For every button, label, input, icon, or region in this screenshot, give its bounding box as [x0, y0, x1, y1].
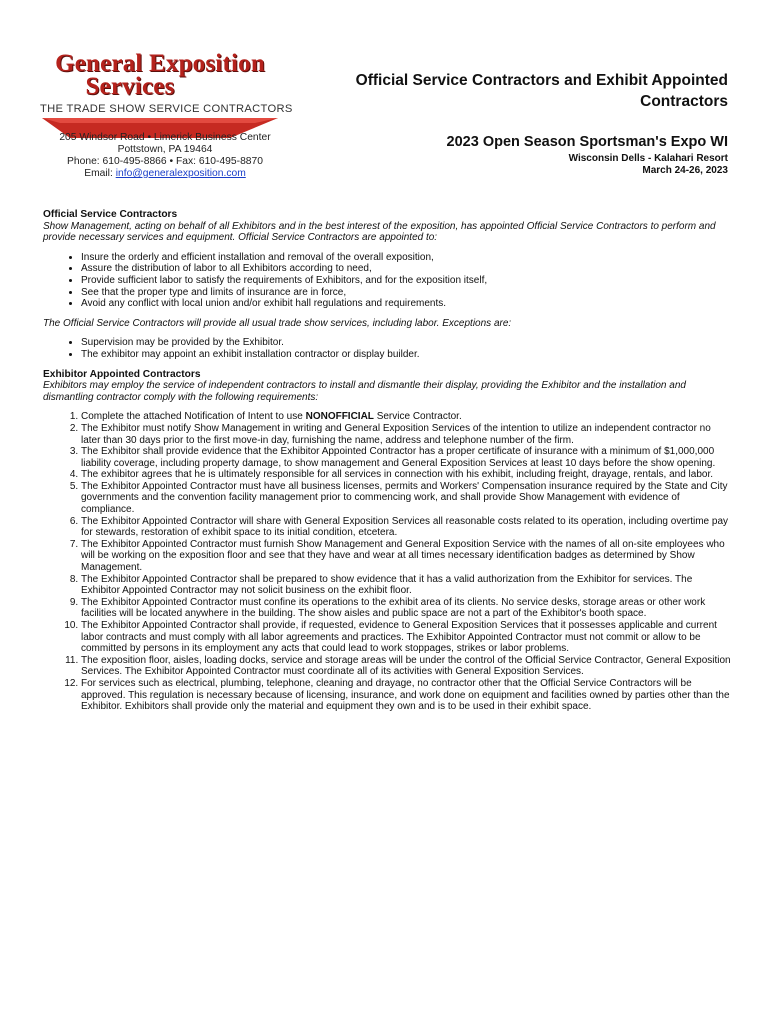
list-item: • Supervision may be provided by the Exhibitor. [81, 337, 731, 349]
document-title: Official Service Contractors and Exhibit Appointed Contractors [355, 72, 728, 110]
list-item: 2. The Exhibitor must notify Show Management in writing and General Exposition Services of the intention to utilize an independent contractor no later than 30 days prior to the first move-in day, furnishing the name, address and telephone number of the firm. [81, 423, 731, 446]
list-item: • Insure the orderly and efficient installation and removal of the overall exposition, [81, 252, 731, 264]
event-venue: Wisconsin Dells - Kalahari Resort [568, 153, 728, 164]
list-item: 10. The Exhibitor Appointed Contractor shall provide, if requested, evidence to General Exposition Services that it possesses applicable and current labor contracts and must comply with all labor agreements and practices. The Exhibitor Appointed Contractor must not commit or allow to be committed by persons in its employment any acts that could lead to work stoppages, strikes or labor problems. [81, 620, 731, 655]
logo-line-1: General Exposition [55, 50, 265, 77]
list-item: • Avoid any conflict with local union and/or exhibit hall regulations and requirements. [81, 298, 731, 310]
address-line-2: Pottstown, PA 19464 [117, 144, 213, 155]
list-item [81, 411, 731, 423]
list-item: 4. The exhibitor agrees that he is ultimately responsible for all services in connection with his exhibit, including freight, drayage, rentals, and labor. [81, 469, 731, 481]
list-item: • See that the proper type and limits of insurance are in force, [81, 287, 731, 299]
email-link[interactable]: info@generalexposition.com [115, 168, 246, 179]
list-item: 3. The Exhibitor shall provide evidence that the Exhibitor Appointed Contractor has a proper certificate of insurance with a minimum of $1,000,000 liability coverage, including property damage, to show management and General Exposition Services at least 10 days before the show opening. [81, 446, 731, 469]
list-item: • Provide sufficient labor to satisfy the requirements of Exhibitors, and for the exposition itself, [81, 275, 731, 287]
logo-line-2: Services [85, 73, 175, 100]
exceptions-list [43, 337, 731, 360]
item1-text-bold: NONOFFICIAL [305, 411, 374, 423]
list-item: 5. The Exhibitor Appointed Contractor must have all business licenses, permits and Workers' Compensation insurance required by the State and City governments and the convention facility management prior to commencing work, and shall provide Show Management with evidence of compliance. [81, 481, 731, 516]
requirements-list [43, 411, 731, 712]
list-item: 8. The Exhibitor Appointed Contractor shall be prepared to show evidence that it has a valid authorization from the Exhibitor for services. The Exhibitor Appointed Contractor may not solicit business on the exhibit floor. [81, 574, 731, 597]
list-item: 11. The exposition floor, aisles, loading docks, service and storage areas will be under the control of the Official Service Contractor, General Exposition Services. The Exhibitor Appointed Contractor must coordinate all of its activities with General Exposition Services. [81, 655, 731, 678]
official-duties-list [43, 252, 731, 310]
list-item: • The exhibitor may appoint an exhibit installation contractor or display builder. [81, 349, 731, 361]
company-address [40, 132, 290, 180]
event-name: 2023 Open Season Sportsman's Expo WI [446, 134, 728, 150]
official-intro: Show Management, acting on behalf of all Exhibitors and in the best interest of the exposition, has appointed Official Service Contractors to perform and provide necessary services and equipment. Official Service Contractors are appointed to: [43, 220, 716, 244]
email-label: Email: [84, 168, 116, 179]
phone-fax: Phone: 610-495-8866 • Fax: 610-495-8870 [67, 156, 263, 167]
item1-text-post: Service Contractor. [373, 411, 462, 423]
list-item: • Assure the distribution of labor to all Exhibitors according to need, [81, 263, 731, 275]
item1-text-pre: Complete the attached Notification of Intent to use [81, 411, 306, 423]
logo-tagline: THE TRADE SHOW SERVICE CONTRACTORS [40, 103, 293, 115]
event-venue-block [569, 153, 728, 177]
exceptions-intro: The Official Service Contractors will provide all usual trade show services, including labor. Exceptions are: [43, 317, 512, 329]
address-line-1: 205 Windsor Road • Limerick Business Center [59, 132, 271, 143]
list-item: 9. The Exhibitor Appointed Contractor must confine its operations to the exhibit area of its clients. No service desks, storage areas or other work facilities will be located anywhere in the building. The show aisles and public space are not a part of the Exhibitor's booth space. [81, 597, 731, 620]
list-item: 12. For services such as electrical, plumbing, telephone, cleaning and drayage, no contractor other that the Official Service Contractors will be approved. This regulation is necessary because of licensing, insurance, and work done on equipment and facilities owned by parties other than the Exhibitor. Exhibitors shall provide only the material and equipment they own and is to be used in their exhibit space. [81, 678, 731, 713]
list-item: 7. The Exhibitor Appointed Contractor must furnish Show Management and General Exposition Service with the names of all on-site employees who will be working on the exposition floor and see that they have and wear at all times necessary identification badges as determined by Show Management. [81, 539, 731, 574]
event-dates: March 24-26, 2023 [642, 165, 728, 176]
list-item: 6. The Exhibitor Appointed Contractor will share with General Exposition Services all reasonable costs related to its operation, including overtime pay for stewards, restoration of exhibit space to its initial condition, etcetera. [81, 516, 731, 539]
document-body [43, 209, 731, 713]
official-heading: Official Service Contractors [43, 209, 178, 220]
appointed-heading: Exhibitor Appointed Contractors [43, 368, 201, 380]
email-line [40, 168, 290, 180]
company-logo [40, 50, 293, 140]
appointed-intro: Exhibitors may employ the service of independent contractors to install and dismantle their display, providing the Exhibitor and the installation and dismantling contractor comply with the following requirements: [43, 380, 686, 403]
